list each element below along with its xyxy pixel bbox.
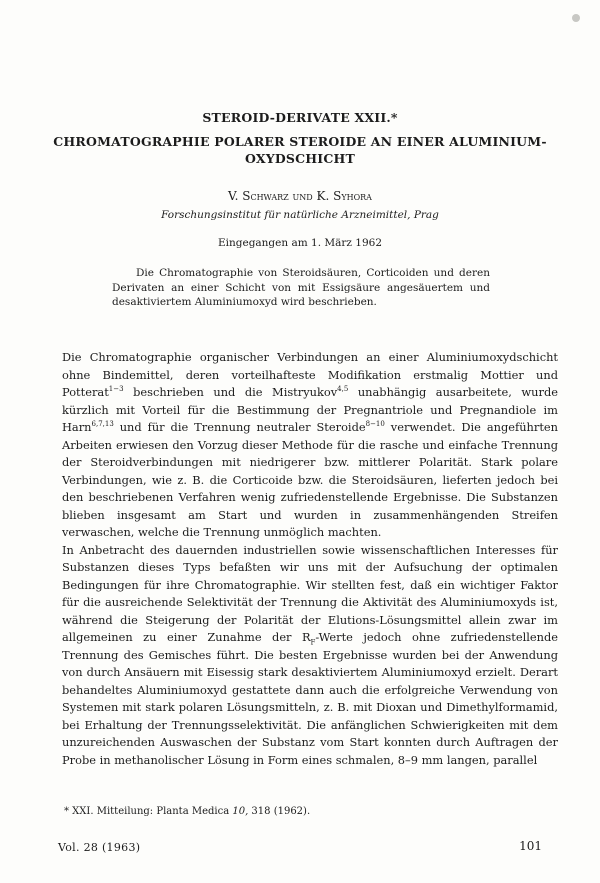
footnote	[64, 806, 310, 817]
abstract: Die Chromatographie von Steroidsäuren, Corticoiden und deren Derivaten an einer Schicht von mit Essigsäure angesäuertem und desaktiviertem Aluminiumoxyd wird beschrieben.	[112, 267, 490, 309]
rf-subscript: F	[310, 638, 316, 647]
article-title-line-1: CHROMATOGRAPHIE POLARER STEROIDE AN EINER ALUMINIUM-	[53, 134, 547, 149]
footnote-prefix: * XXI. Mitteilung: Planta Medica	[64, 806, 233, 817]
footnote-volume: 10,	[232, 806, 249, 817]
paragraph-1-text-b: beschrieben und die Mistryukov	[123, 385, 338, 399]
authors: V. Schwarz und K. Syhora	[228, 189, 372, 203]
paragraph-1-text-d: und für die Trennung neutraler Steroide	[113, 420, 366, 434]
citation-ref: 8−10	[365, 420, 385, 429]
series-title: STEROID-DERIVATE XXII.*	[202, 110, 398, 125]
body-text	[62, 349, 558, 769]
scan-speck-mark	[572, 14, 580, 22]
affiliation: Forschungsinstitut für natürliche Arzneimittel, Prag	[161, 209, 439, 221]
footnote-rest: 318 (1962).	[248, 806, 311, 817]
page-number: 101	[519, 839, 542, 853]
citation-ref: 4,5	[337, 385, 349, 394]
article-title-line-2: OXYDSCHICHT	[244, 151, 356, 166]
article-title	[40, 133, 560, 167]
citation-ref: 6,7,13	[91, 420, 114, 429]
received-date: Eingegangen am 1. März 1962	[217, 237, 383, 249]
paragraph-1-text-a: Die Chromatographie organischer Verbindungen an einer Aluminiumoxydschicht ohne Bindemittel, deren vorteilhafteste Modifikation erstmalig Mottier und Potterat	[62, 350, 558, 399]
paragraph-1	[62, 349, 558, 542]
paragraph-1-text-e: verwendet. Die angeführten Arbeiten erwiesen den Vorzug dieser Methode für die rasche und einfache Trennung der Steroidverbindungen mit niedrigerer bzw. mittlerer Polarität. Stark polare Verbindungen, wie z. B. die Corticoide bzw. die Steroidsäuren, lieferten jedoch bei den beschriebenen Verfahren wenig zufriedenstellende Ergebnisse. Die Substanzen blieben insgesamt am Start und wurden in zusammenhängenden Streifen verwaschen, welche die Trennung unmöglich machten.	[62, 420, 558, 539]
paragraph-2	[62, 542, 558, 770]
paragraph-1-text-c: unabhängig ausarbeitete, wurde kürzlich mit Vorteil für die Bestimmung der Pregnantriole und Pregnandiole im Harn	[62, 385, 558, 434]
paragraph-2-text-a: In Anbetracht des dauernden industriellen sowie wissenschaftlichen Interesses für Substanzen dieses Typs befaßten wir uns mit der Aufsuchung der optimalen Bedingungen für ihre Chromatographie. Wir stellten fest, daß ein wichtiger Faktor für die ausreichende Selektivität der Trennung die Aktivität des Aluminiumoxyds ist, während die Steigerung der Polarität der Elutions-Lösungsmittel allein zwar im allgemeinen zu einer Zunahme der R	[62, 542, 558, 644]
journal-volume: Vol. 28 (1963)	[58, 841, 141, 854]
paragraph-2-text-b: -Werte jedoch ohne zufriedenstellende Trennung des Gemisches führt. Die besten Ergebnisse wurden bei der Anwendung von durch Ansäuern mit Eisessig stark desaktiviertem Aluminiumoxyd erzielt. Derart behandeltes Aluminiumoxyd gestattete dann auch die erfolgreiche Verwendung von Systemen mit stark polaren Lösungsmitteln, z. B. mit Dioxan und Dimethylformamid, bei Erhaltung der Trennungsselektivität. Die anfänglichen Schwierigkeiten mit dem unzureichenden Auswaschen der Substanz vom Start konnten durch Auftragen der Probe in methanolischer Lösung in Form eines schmalen, 8–9 mm langen, parallel	[62, 630, 558, 767]
citation-ref: 1−3	[108, 385, 124, 394]
